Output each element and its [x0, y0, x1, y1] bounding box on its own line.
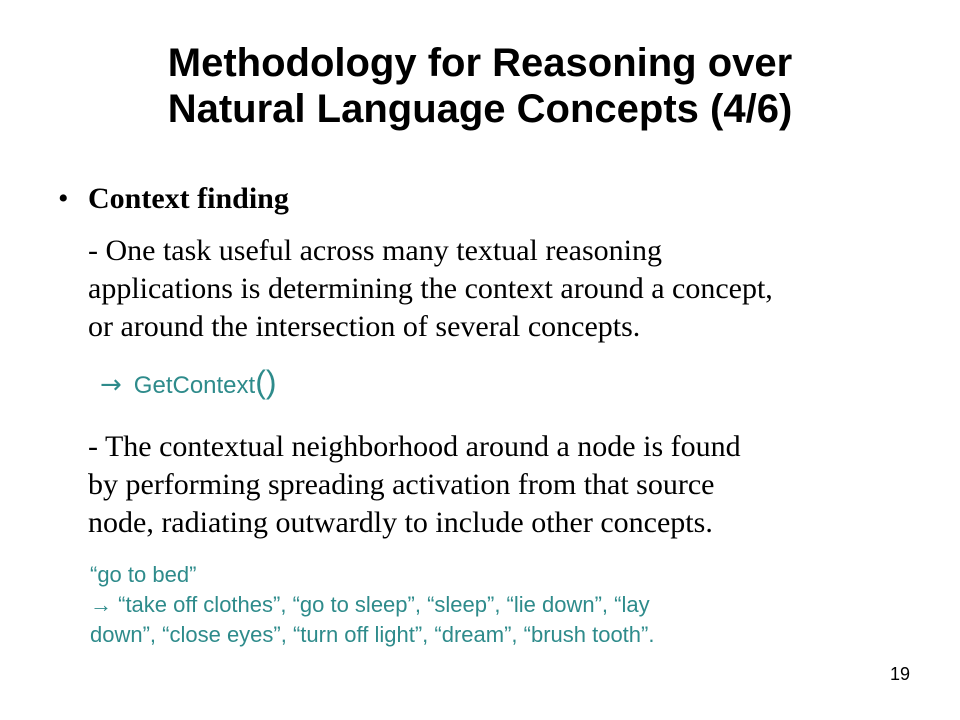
example-line: down”, “close eyes”, “turn off light”, “dream”, “brush tooth”. [90, 622, 655, 647]
paragraph-line: - The contextual neighborhood around a node is found [88, 430, 741, 463]
example-block [90, 560, 654, 650]
bullet-marker: • [58, 182, 69, 215]
slide-title-line-2: Natural Language Concepts (4/6) [167, 87, 793, 131]
paragraph-line: by performing spreading activation from that source [88, 468, 715, 501]
paragraph-line: or around the intersection of several concepts. [88, 310, 641, 343]
paragraph-spreading-activation [88, 428, 741, 542]
paragraph-line: - One task useful across many textual reasoning [88, 234, 662, 267]
paragraph-context-task [88, 232, 773, 346]
right-arrow-icon: → [100, 370, 122, 400]
slide-title [40, 40, 920, 132]
function-parens: () [255, 364, 277, 400]
paragraph-line: applications is determining the context around a concept, [88, 272, 773, 305]
example-line: “go to bed” [90, 562, 197, 587]
section-heading: Context finding [88, 182, 289, 215]
function-reference [100, 362, 277, 406]
example-line: → “take off clothes”, “go to sleep”, “sleep”, “lie down”, “lay [90, 592, 650, 617]
slide-title-line-1: Methodology for Reasoning over [167, 41, 793, 85]
paragraph-line: node, radiating outwardly to include other concepts. [88, 506, 713, 539]
page-number: 19 [889, 664, 910, 684]
function-name: GetContext [133, 372, 256, 399]
